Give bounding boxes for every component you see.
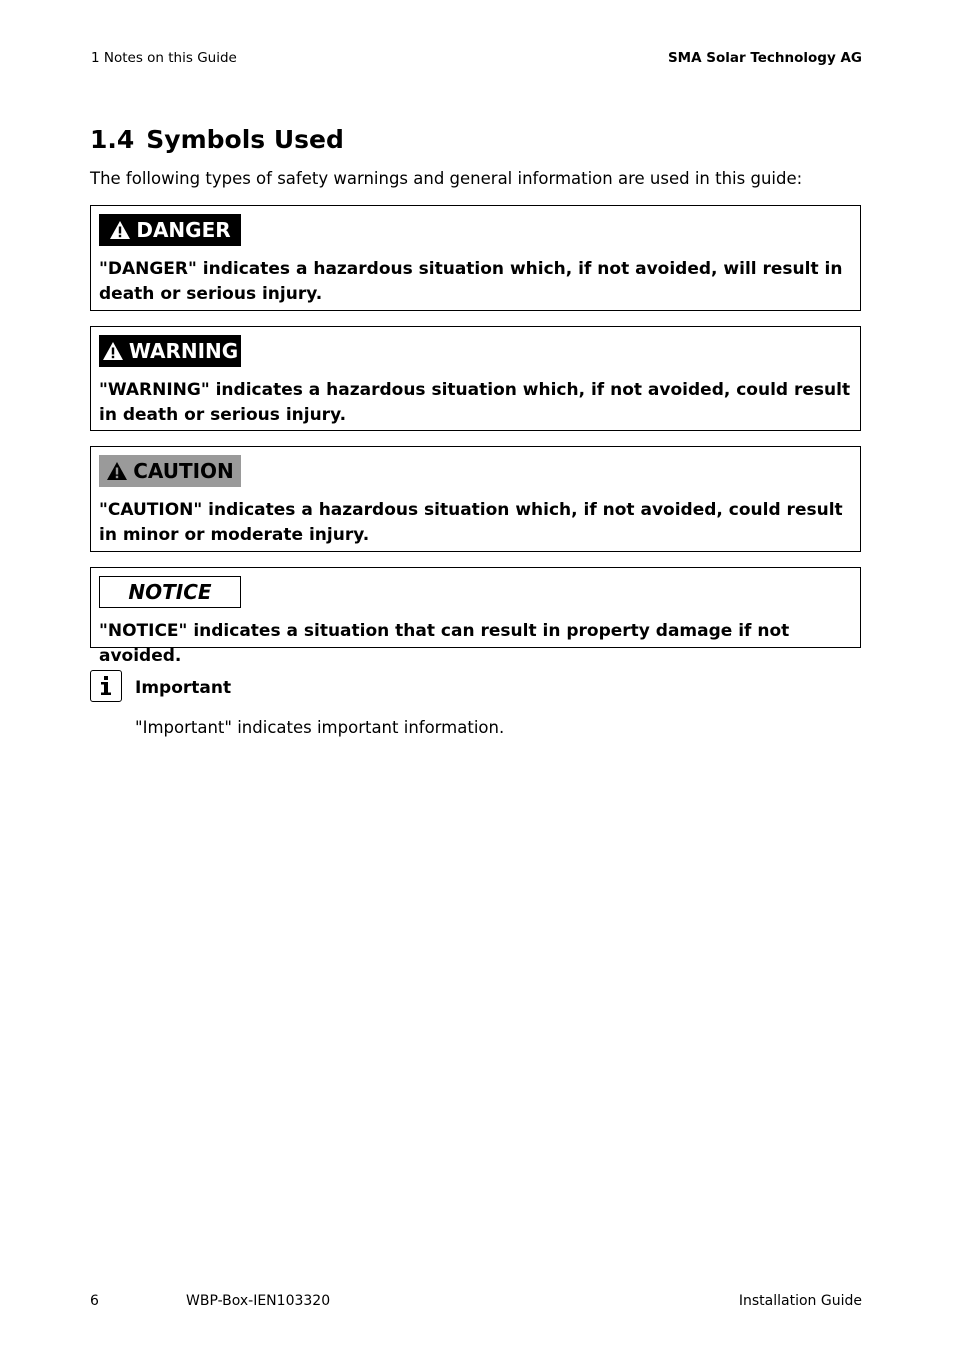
running-header-chapter: 1 Notes on this Guide (91, 50, 237, 66)
caution-box (90, 446, 861, 552)
page-number: 6 (90, 1293, 99, 1309)
warning-box (90, 326, 861, 431)
document-id: WBP-Box-IEN103320 (186, 1293, 331, 1309)
info-icon (90, 670, 122, 702)
section-number: 1.4 (90, 125, 135, 154)
danger-box (90, 205, 861, 311)
warning-triangle-icon (102, 341, 124, 361)
notice-description: "NOTICE" indicates a situation that can result in property damage if not avoided. (99, 621, 790, 666)
notice-label-text: NOTICE (128, 580, 212, 604)
caution-description: "CAUTION" indicates a hazardous situation which, if not avoided, could result in minor or moderate injury. (99, 500, 843, 545)
notice-box (90, 567, 861, 666)
intro-paragraph: The following types of safety warnings and general information are used in this guide: (90, 169, 803, 188)
warning-label (99, 335, 241, 367)
running-header-company: SMA Solar Technology AG (667, 50, 862, 66)
caution-label-text: CAUTION (133, 459, 234, 483)
danger-description: "DANGER" indicates a hazardous situation which, if not avoided, will result in death or serious injury. (99, 259, 843, 304)
important-title: Important (135, 678, 232, 698)
warning-label-text: WARNING (128, 339, 239, 363)
section-heading (90, 124, 344, 156)
warning-triangle-icon (106, 461, 128, 481)
document-type: Installation Guide (738, 1293, 862, 1309)
danger-label-text: DANGER (136, 218, 231, 242)
danger-label (99, 214, 241, 246)
warning-description: "WARNING" indicates a hazardous situation which, if not avoided, could result in death or serious injury. (99, 380, 851, 425)
notice-label (99, 576, 241, 608)
caution-label (99, 455, 241, 487)
section-title: Symbols Used (146, 125, 344, 154)
warning-triangle-icon (109, 220, 131, 240)
important-text: "Important" indicates important information. (135, 718, 505, 737)
